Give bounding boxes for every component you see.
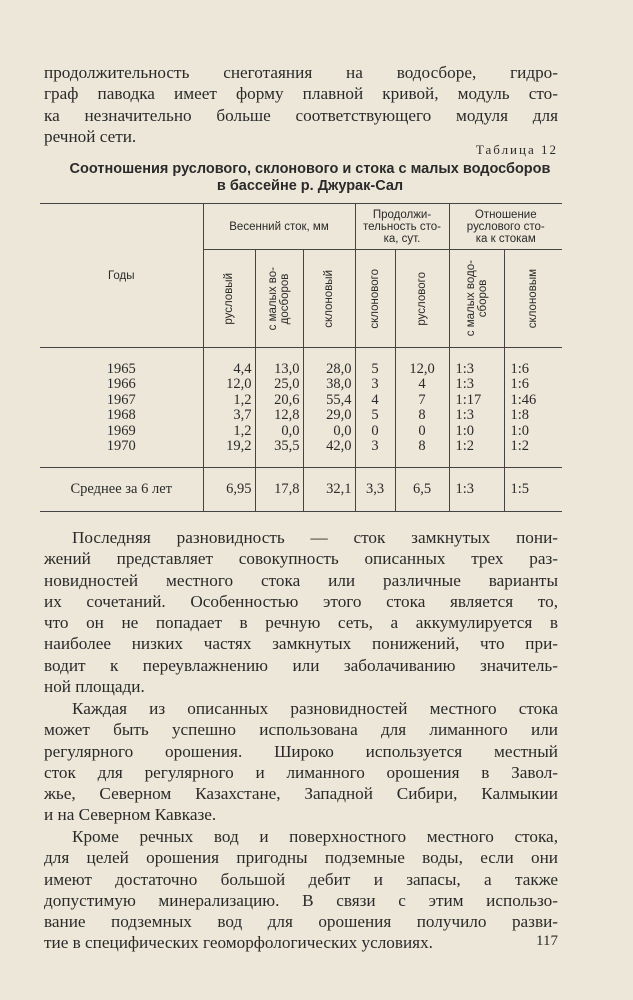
text-line: новидностей местного стока или различные варианты [44,570,558,590]
cell: 4 [355,393,395,409]
cell-average-label: Среднее за 6 лет [70,480,172,497]
cell: 1:0 [449,424,504,440]
text-line: для целей орошения пригодны подземные воды, если они [44,848,558,868]
text-line: имеют достаточно большой дебит и запасы, а также [44,869,558,889]
cell: 32,1 [303,467,355,511]
cell: 1:3 [449,362,504,378]
text-line: сток для регулярного и лиманного орошения в Завол- [44,762,558,782]
table-row [40,439,562,455]
table-row [40,362,562,378]
header-line: тельность сто- [363,220,441,233]
vertical-label: склонового [369,268,381,329]
cell: 1:2 [504,439,562,455]
page-number: 117 [536,933,558,949]
header-line: с малых водо- [464,260,477,337]
cell-year: 1969 [106,422,136,439]
text-line: водит к переувлажнению или заболачиванию значитель- [44,655,558,675]
cell: 5 [355,408,395,424]
col-header-spring-small [255,250,303,348]
cell: 1:3 [449,408,504,424]
vertical-label: склоновым [527,268,540,329]
cell: 1,2 [203,424,255,440]
cell: 1:17 [449,393,504,409]
col-header-ratio-small [449,250,504,348]
cell: 4,4 [203,362,255,378]
text-line: жье, Северном Казахстане, Западной Сибири, Калмыкии [44,784,558,804]
runoff-table [40,203,562,512]
cell: 35,5 [255,439,303,455]
cell: 20,6 [255,393,303,409]
cell: 55,4 [303,393,355,409]
cell: 28,0 [303,362,355,378]
top-paragraph [44,62,558,147]
cell: 1:6 [504,377,562,393]
cell: 42,0 [303,439,355,455]
cell: 12,0 [395,362,449,378]
cell: 1:5 [504,467,562,511]
text-line: что он не попадает в речную сеть, а аккумулируется в [44,613,558,633]
cell: 7 [395,393,449,409]
table-row [40,393,562,409]
vertical-label: склоновый [323,269,335,328]
vertical-label [267,267,291,330]
cell-year: 1967 [106,391,136,408]
table-row [40,408,562,424]
table-title-line: в бассейне р. Джурак-Сал [216,178,404,194]
cell: 0 [355,424,395,440]
cell: 3,3 [355,467,395,511]
group-header-ratio [449,204,562,250]
cell-year: 1970 [106,438,136,455]
cell-year: 1966 [106,376,136,393]
table-number: Таблица 12 [475,142,558,157]
cell-year: 1965 [106,360,136,377]
cell: 12,8 [255,408,303,424]
col-header-spring-channel [203,250,255,348]
text-line: вание подземных вод для орошения получило разви- [44,912,558,932]
text-line: жений представляет совокупность описанных трех раз- [44,549,558,569]
cell-year: 1968 [106,407,136,424]
vertical-label [465,260,489,336]
cell: 1:6 [504,362,562,378]
col-header-years: Годы [40,204,203,348]
cell: 8 [395,408,449,424]
text-line: граф паводка имеет форму плавной кривой, модуль сто- [44,84,558,104]
text-line: их сочетаний. Особенностью этого стока является то, [44,591,558,611]
cell: 3 [355,439,395,455]
header-line: с малых во- [267,266,279,331]
header-line: ка к стокам [475,232,536,245]
text-line: продолжительность снеготаяния на водосборе, гидро- [44,63,558,82]
cell: 1:8 [504,408,562,424]
cell: 0,0 [303,424,355,440]
cell: 1:46 [504,393,562,409]
header-line: сборов [476,279,489,318]
cell: 1:0 [504,424,562,440]
cell: 19,2 [203,439,255,455]
vertical-label: русловый [223,272,235,325]
table-title [30,161,590,195]
text-line: Последняя разновидность — сток замкнутых пони- [72,528,558,547]
cell: 17,8 [255,467,303,511]
cell: 3 [355,377,395,393]
col-header-spring-slope [303,250,355,348]
text-line: регулярного орошения. Широко используется местный [44,741,558,761]
group-header-duration [355,204,449,250]
cell: 1,2 [203,393,255,409]
cell: 1:3 [449,467,504,511]
table-row [40,424,562,440]
header-line: Отношение [474,208,537,221]
cell: 0,0 [255,424,303,440]
col-header-dur-channel [395,250,449,348]
paragraph-groundwater [44,826,558,954]
text-line: допустимую минерализацию. В связи с этим использо- [44,890,558,910]
cell: 25,0 [255,377,303,393]
col-header-dur-slope [355,250,395,348]
col-header-ratio-slope [504,250,562,348]
cell: 5 [355,362,395,378]
vertical-label: руслового [416,271,428,326]
cell: 1:3 [449,377,504,393]
cell: 29,0 [303,408,355,424]
group-header-spring: Весенний сток, мм [203,204,355,250]
cell: 6,5 [395,467,449,511]
table-body [40,362,562,456]
text-line: тие в специфических геоморфологических условиях. [44,933,433,953]
header-line: ка, сут. [383,232,421,245]
table-row-average [40,467,562,511]
header-line: досборов [279,273,291,324]
cell: 6,95 [203,467,255,511]
text-line: Каждая из описанных разновидностей местного стока [72,699,558,718]
cell: 3,7 [203,408,255,424]
cell: 38,0 [303,377,355,393]
table-title-line: Соотношения руслового, склонового и стока с малых водосборов [69,161,551,177]
cell: 13,0 [255,362,303,378]
header-line: руслового сто- [466,220,545,233]
text-line: наиболее низких частях замкнутых понижений, что при- [44,634,558,654]
text-line: может быть успешно использована для лиманного или [44,720,558,740]
table-row [40,377,562,393]
cell: 4 [395,377,449,393]
cell: 12,0 [203,377,255,393]
text-line: ка незначительно больше соответствующего модуля для [44,105,558,125]
text-line: и на Северном Кавказе. [44,805,217,825]
text-line: речной сети. [44,126,137,146]
cell: 0 [395,424,449,440]
cell: 8 [395,439,449,455]
text-line: Кроме речных вод и поверхностного местного стока, [72,827,558,846]
header-line: Продолжи- [372,208,432,221]
paragraph-local-runoff-use [44,698,558,826]
cell: 1:2 [449,439,504,455]
paragraph-closed-depressions [44,527,558,697]
text-line: ной площади. [44,677,145,697]
